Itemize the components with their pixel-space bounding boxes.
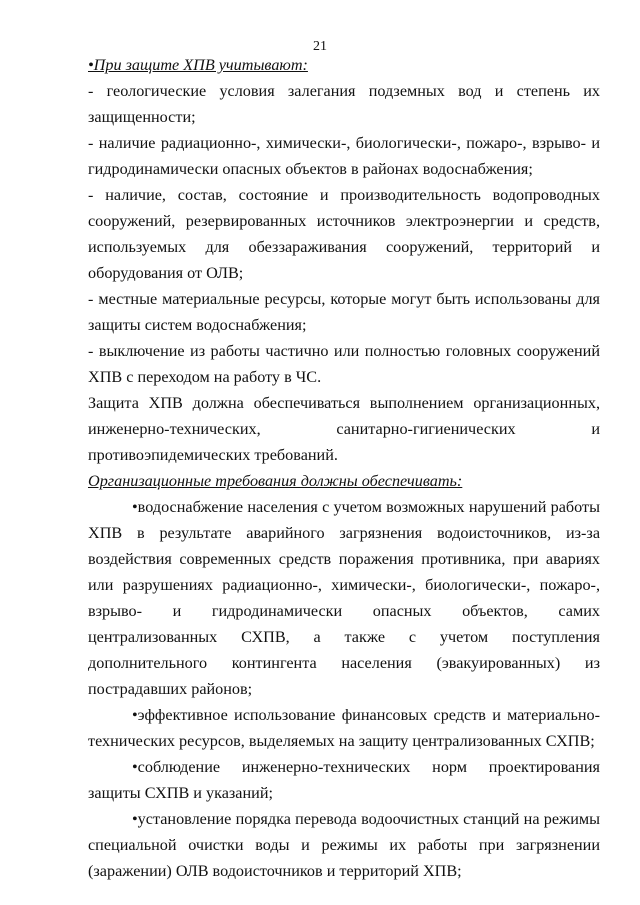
page-number: 21 xyxy=(313,39,327,54)
list-item: - выключение из работы частично или полностью головных сооружений ХПВ с переходом на работу в ЧС. xyxy=(88,342,600,386)
list-item: - наличие радиационно-, химически-, биологически-, пожаро-, взрыво- и гидродинамически опасных объектов в районах водоснабжения; xyxy=(88,134,600,178)
list-item: •водоснабжение населения с учетом возможных нарушений работы ХПВ в результате аварийного загрязнения водоисточников, из-за воздействия современных средств поражения противника, при авариях или разрушениях радиационно-, химически-, биологически-, пожаро-, взрыво- и гидродинамически опасных объектов, самих централизованных СХПВ, а также с учетом поступления дополнительного контингента населения (эвакуированных) из пострадавших районов; xyxy=(88,498,600,698)
summary-paragraph: Защита ХПВ должна обеспечиваться выполнением организационных, инженерно-технических, санитарно-гигиенических и противоэпидемических требований. xyxy=(88,394,600,464)
section-heading: Организационные требования должны обеспечивать: xyxy=(88,472,463,490)
list-item: - наличие, состав, состояние и производительность водопроводных сооружений, резервированных источников электроэнергии и средств, используемых для обеззараживания сооружений, территорий и оборудования от ОЛВ; xyxy=(88,186,600,282)
list-item: - геологические условия залегания подземных вод и степень их защищенности; xyxy=(88,82,600,126)
list-item: - местные материальные ресурсы, которые могут быть использованы для защиты систем водоснабжения; xyxy=(88,290,600,334)
section-heading: •При защите ХПВ учитывают: xyxy=(88,56,308,74)
list-item: •эффективное использование финансовых средств и материально-технических ресурсов, выделяемых на защиту централизованных СХПВ; xyxy=(88,706,600,750)
document-body xyxy=(88,52,600,884)
list-item: •соблюдение инженерно-технических норм проектирования защиты СХПВ и указаний; xyxy=(88,758,600,802)
list-item: •установление порядка перевода водоочистных станций на режимы специальной очистки воды и режимы их работы при загрязнении (заражении) ОЛВ водоисточников и территорий ХПВ; xyxy=(88,810,600,880)
